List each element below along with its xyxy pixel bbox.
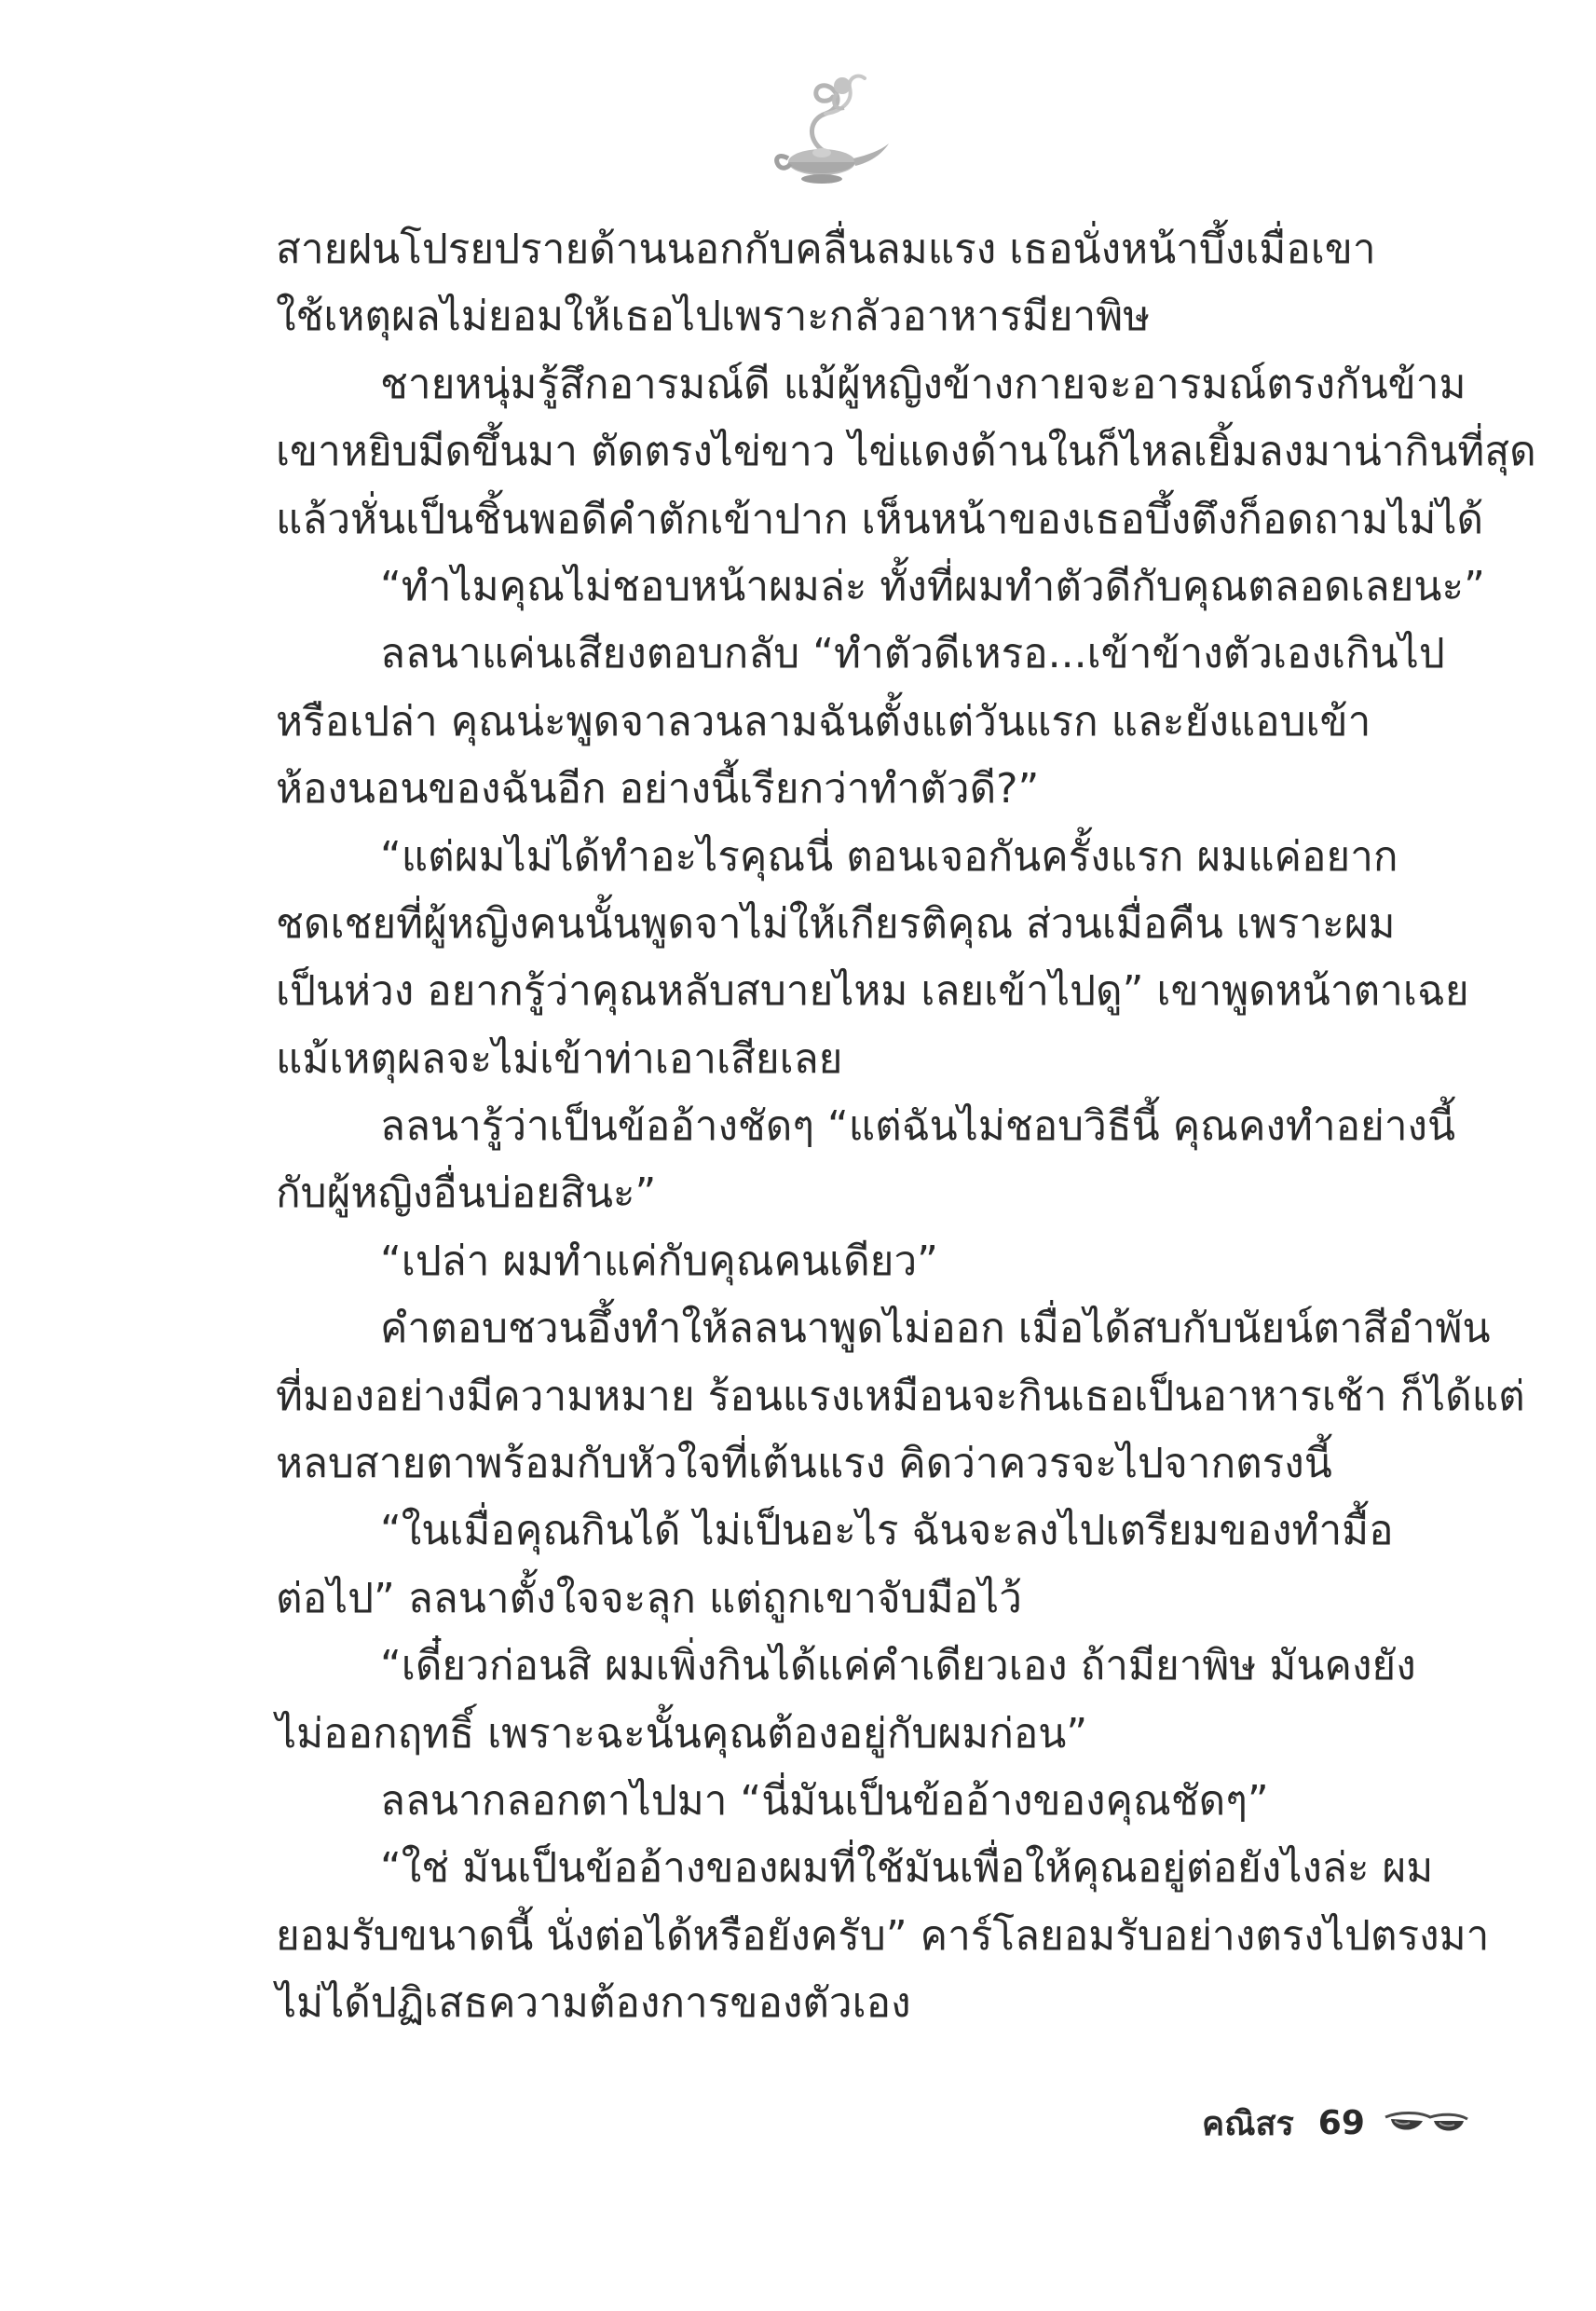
paragraph-12 — [276, 1835, 1490, 2037]
text-line: เขาหยิบมีดขึ้นมา ตัดตรงไข่ขาว ไข่แดงด้านในก็ไหลเยิ้มลงมาน่ากินที่สุด — [276, 428, 1536, 476]
text-line: “แต่ผมไม่ได้ทำอะไรคุณนี่ ตอนเจอกันครั้งแรก ผมแค่อยาก — [380, 832, 1398, 881]
text-line: “เดี๋ยวก่อนสิ ผมเพิ่งกินได้แค่คำเดียวเอง ถ้ามียาพิษ มันคงยัง — [380, 1642, 1416, 1690]
paragraph-2 — [276, 351, 1536, 554]
text-line: แม้เหตุผลจะไม่เข้าท่าเอาเสียเลย — [276, 1034, 843, 1083]
lamp-genie-icon — [751, 65, 900, 196]
paragraph-7 — [276, 1228, 1407, 1295]
text-line: ชายหนุ่มรู้สึกอารมณ์ดี แม้ผู้หญิงข้างกายจะอารมณ์ตรงกันข้าม — [380, 360, 1466, 408]
paragraph-1 — [276, 216, 1407, 351]
text-line: “ในเมื่อคุณกินได้ ไม่เป็นอะไร ฉันจะลงไปเตรียมของทำมื้อ — [380, 1507, 1394, 1555]
text-line: ลลนาแค่นเสียงตอบกลับ “ทำตัวดีเหรอ...เข้าข้างตัวเองเกินไป — [380, 630, 1445, 678]
paragraph-9 — [276, 1497, 1407, 1633]
text-line: หลบสายตาพร้อมกับหัวใจที่เต้นแรง คิดว่าควรจะไปจากตรงนี้ — [276, 1440, 1332, 1488]
text-line: ที่มองอย่างมีความหมาย ร้อนแรงเหมือนจะกินเธอเป็นอาหารเช้า ก็ได้แต่ — [276, 1372, 1525, 1420]
text-line: สายฝนโปรยปรายด้านนอกกับคลื่นลมแรง เธอนั่งหน้าบึ้งเมื่อเขา — [276, 226, 1376, 273]
text-line: ยอมรับขนาดนี้ นั่งต่อได้หรือยังครับ” คาร์โลยอมรับอย่างตรงไปตรงมา — [276, 1911, 1490, 1960]
body-text — [276, 216, 1536, 2038]
text-line: ลลนากลอกตาไปมา “นี่มันเป็นข้ออ้างของคุณชัดๆ” — [380, 1776, 1269, 1825]
text-line: กับผู้หญิงอื่นบ่อยสินะ” — [276, 1169, 657, 1218]
text-line: “เปล่า ผมทำแค่กับคุณคนเดียว” — [380, 1237, 938, 1285]
paragraph-8 — [276, 1295, 1525, 1497]
text-line: คำตอบชวนอึ้งทำให้ลลนาพูดไม่ออก เมื่อได้สบกับนัยน์ตาสีอำพัน — [380, 1305, 1491, 1353]
text-line: ชดเชยที่ผู้หญิงคนนั้นพูดจาไม่ให้เกียรติคุณ ส่วนเมื่อคืน เพราะผม — [276, 899, 1396, 948]
text-line: ไม่ได้ปฏิเสธความต้องการของตัวเอง — [276, 1979, 911, 2028]
sunglasses-icon — [1382, 2104, 1471, 2141]
paragraph-11 — [276, 1768, 1407, 1835]
paragraph-4 — [276, 621, 1445, 823]
text-line: “ใช่ มันเป็นข้ออ้างของผมที่ใช้มันเพื่อให้คุณอยู่ต่อยังไงล่ะ ผม — [380, 1844, 1434, 1893]
text-line: แล้วหั่นเป็นชิ้นพอดีคำตักเข้าปาก เห็นหน้าของเธอบึ้งตึงก็อดถามไม่ได้ — [276, 495, 1484, 543]
page-number: 69 — [1317, 2103, 1365, 2142]
text-line: ใช้เหตุผลไม่ยอมให้เธอไปเพราะกลัวอาหารมียาพิษ — [276, 293, 1151, 341]
paragraph-5 — [276, 824, 1469, 1094]
text-line: เป็นห่วง อยากรู้ว่าคุณหลับสบายไหม เลยเข้าไปดู” เขาพูดหน้าตาเฉย — [276, 967, 1469, 1016]
book-title: คณิสร — [1202, 2104, 1294, 2143]
text-line: ต่อไป” ลลนาตั้งใจจะลุก แต่ถูกเขาจับมือไว้ — [276, 1574, 1022, 1622]
text-line: ห้องนอนของฉันอีก อย่างนี้เรียกว่าทำตัวดี?” — [276, 765, 1040, 814]
text-line: หรือเปล่า คุณน่ะพูดจาลวนลามฉันตั้งแต่วันแรก และยังแอบเข้า — [276, 697, 1371, 745]
text-line: ลลนารู้ว่าเป็นข้ออ้างชัดๆ “แต่ฉันไม่ชอบวิธีนี้ คุณคงทำอย่างนี้ — [380, 1102, 1456, 1151]
paragraph-6 — [276, 1093, 1456, 1228]
text-line: “ทำไมคุณไม่ชอบหน้าผมล่ะ ทั้งที่ผมทำตัวดีกับคุณตลอดเลยนะ” — [380, 562, 1485, 610]
paragraph-10 — [276, 1633, 1416, 1768]
paragraph-3 — [276, 554, 1485, 621]
text-line: ไม่ออกฤทธิ์ เพราะฉะนั้นคุณต้องอยู่กับผมก่อน” — [276, 1709, 1088, 1757]
page-footer — [1202, 2095, 1471, 2151]
